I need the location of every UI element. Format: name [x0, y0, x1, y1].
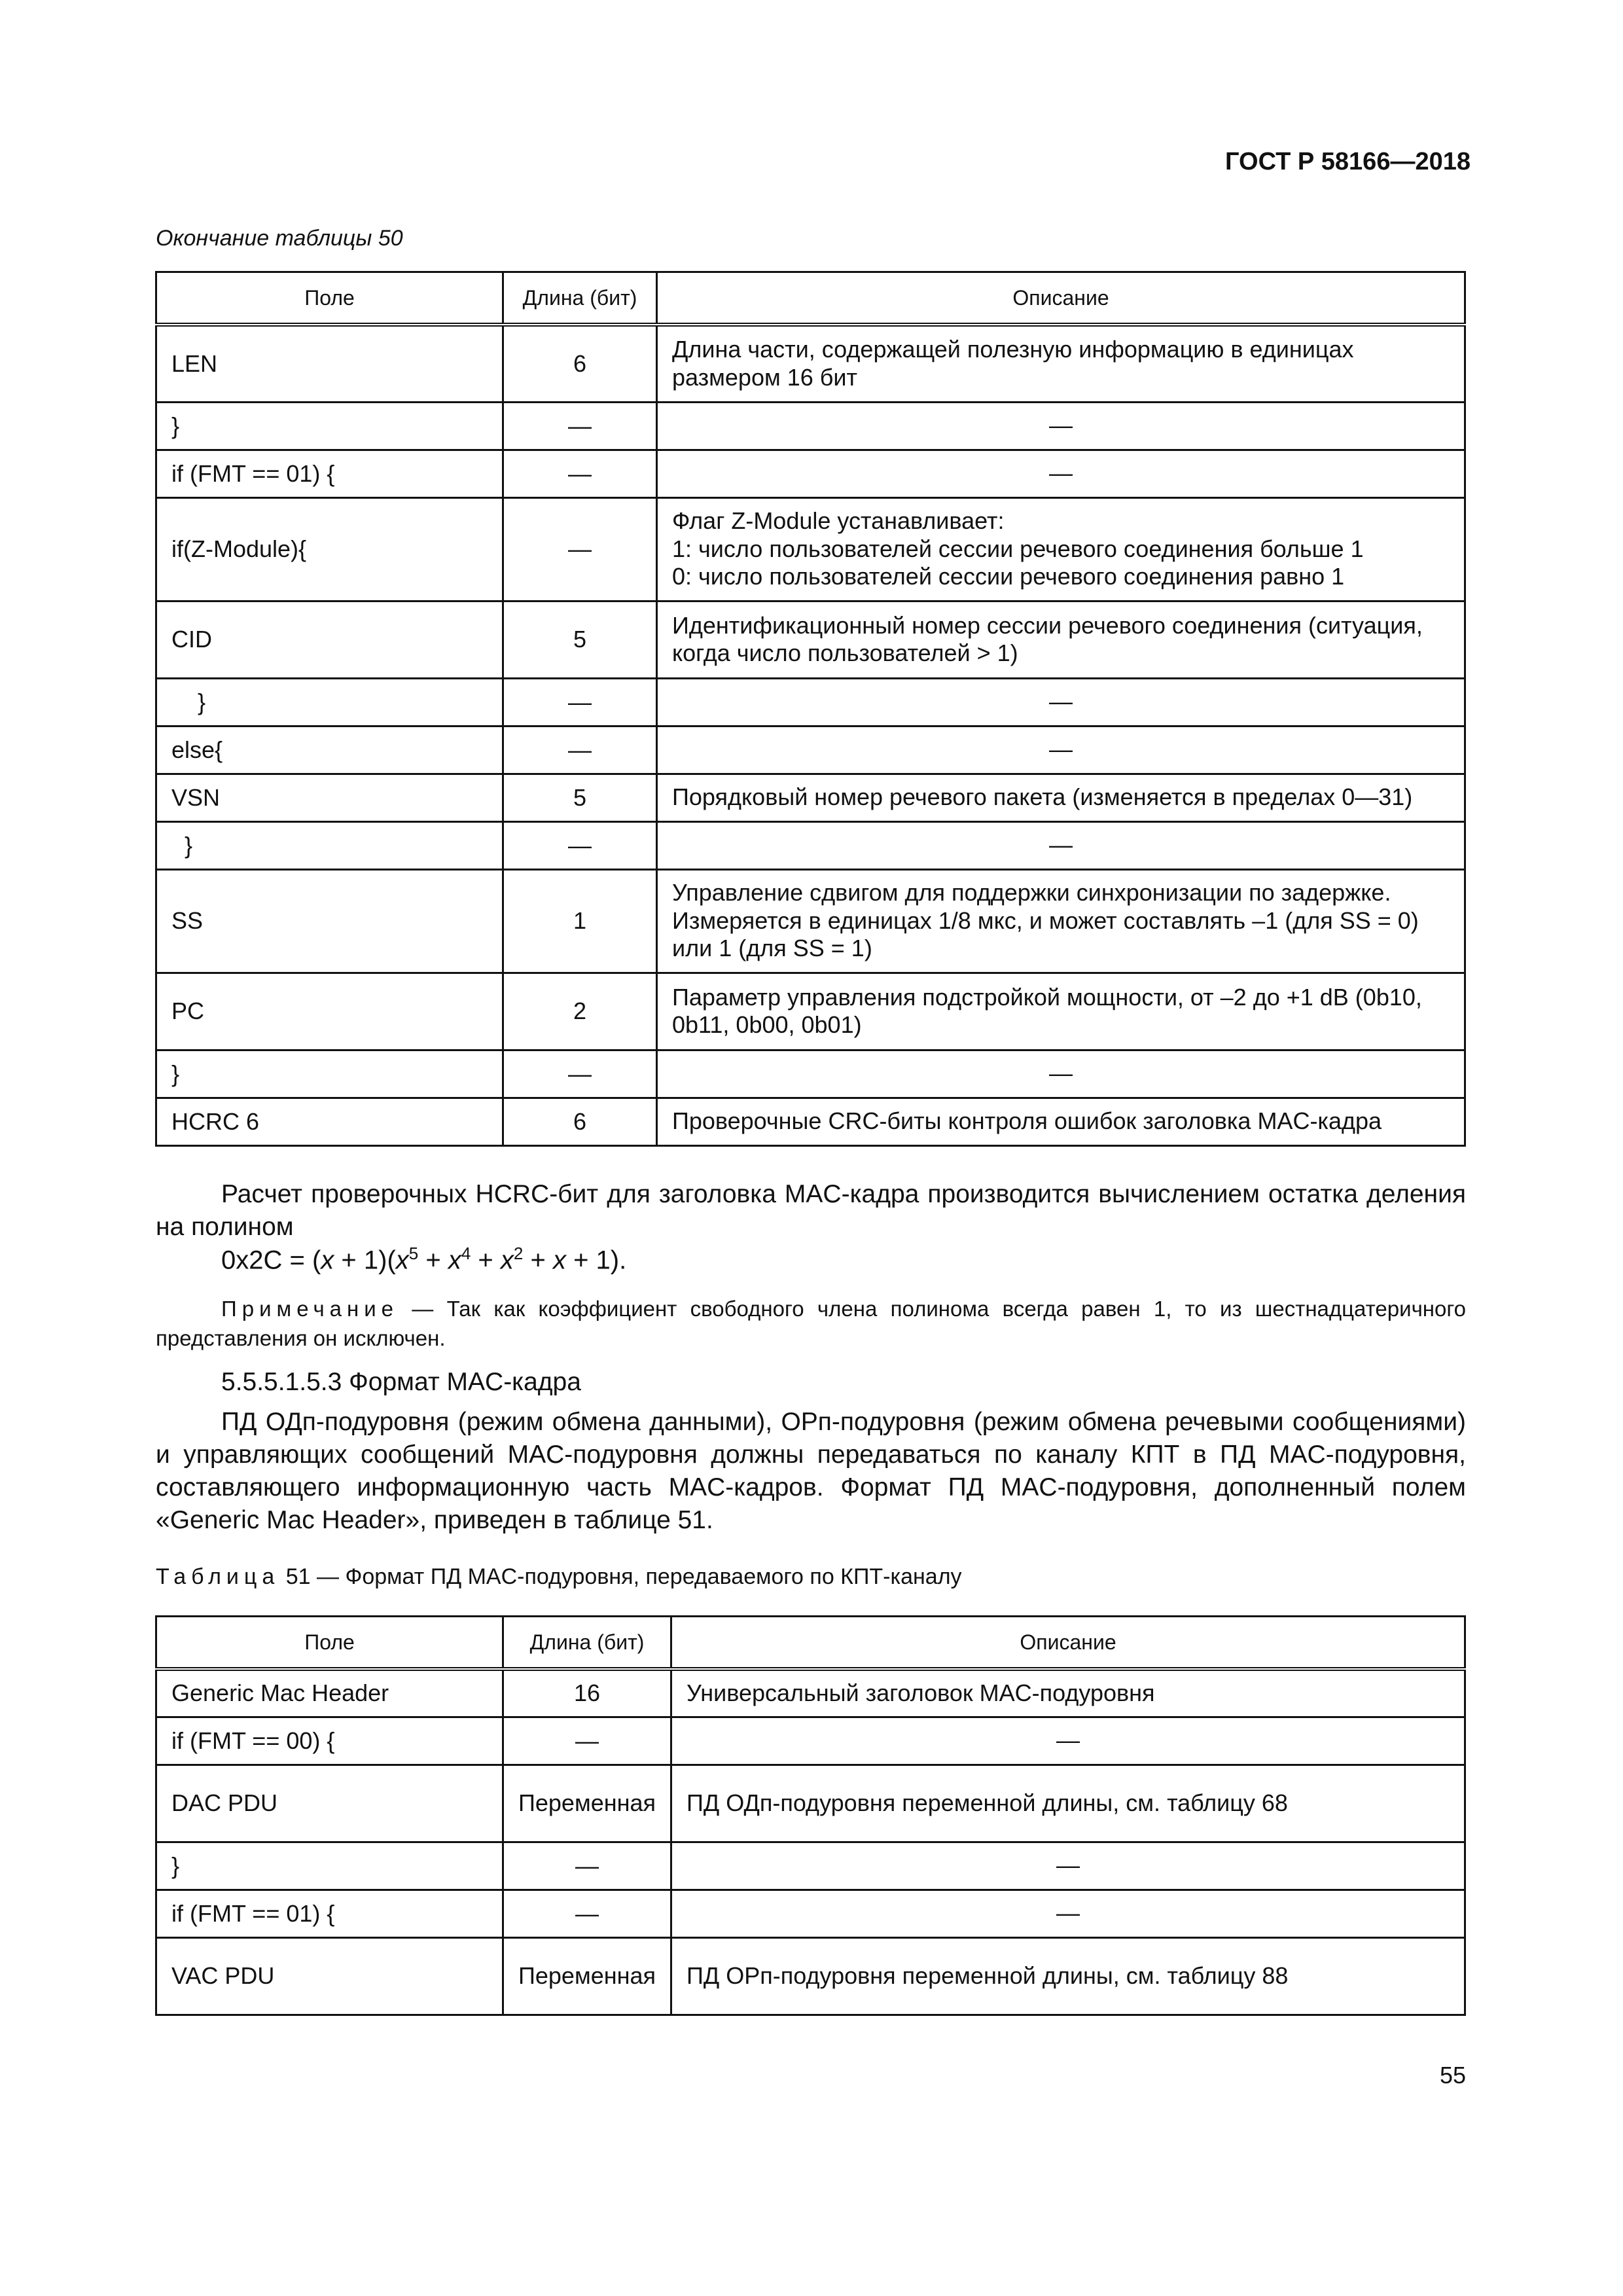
table-row	[156, 497, 1465, 601]
formula-var: x	[395, 1246, 409, 1275]
cell-field: if (FMT == 00) {	[156, 1717, 503, 1765]
table-51	[155, 1615, 1466, 2016]
cell-field: VAC PDU	[156, 1937, 503, 2015]
cell-description: ПД ОРп-подуровня переменной длины, см. таблицу 88	[671, 1937, 1465, 2015]
formula-var: x	[448, 1246, 461, 1275]
cell-field: if (FMT == 01) {	[156, 450, 503, 497]
table-row	[156, 1937, 1465, 2015]
cell-length: —	[503, 450, 657, 497]
table-row	[156, 601, 1465, 678]
formula-var: x	[321, 1246, 334, 1275]
table-row	[156, 450, 1465, 497]
col-header-field: Поле	[156, 272, 503, 325]
cell-description: —	[657, 402, 1465, 450]
note-text: — Так как коэффициент свободного члена полинома всегда равен 1, то из шестнадцатеричного представления он исключен.	[156, 1297, 1466, 1350]
cell-field: LEN	[156, 325, 503, 402]
cell-field: CID	[156, 601, 503, 678]
formula-exponent: 4	[461, 1244, 471, 1263]
col-header-field: Поле	[156, 1617, 503, 1670]
cell-length: Переменная	[503, 1765, 671, 1842]
cell-field: SS	[156, 869, 503, 973]
cell-field: }	[156, 402, 503, 450]
cell-length: 6	[503, 325, 657, 402]
table51-caption	[156, 1564, 962, 1590]
formula-var: x	[500, 1246, 514, 1275]
cell-field: VSN	[156, 774, 503, 821]
note-label: Примечание	[221, 1297, 399, 1321]
cell-description: —	[671, 1842, 1465, 1890]
table-row	[156, 1669, 1465, 1717]
cell-length: 16	[503, 1669, 671, 1717]
cell-description: Проверочные CRC-биты контроля ошибок заголовка MAC-кадра	[657, 1098, 1465, 1145]
cell-length: —	[503, 678, 657, 726]
formula-exponent: 5	[408, 1244, 419, 1263]
formula-exponent: 2	[513, 1244, 524, 1263]
table-row	[156, 726, 1465, 774]
formula-tail: + 1).	[565, 1246, 627, 1275]
col-header-length: Длина (бит)	[503, 272, 657, 325]
table-50	[155, 271, 1466, 1147]
cell-length: 5	[503, 601, 657, 678]
cell-description: ПД ОДп-подуровня переменной длины, см. таблицу 68	[671, 1765, 1465, 1842]
cell-length: —	[503, 1842, 671, 1890]
cell-description: —	[671, 1717, 1465, 1765]
table-row	[156, 774, 1465, 821]
cell-description: Параметр управления подстройкой мощности, от –2 до +1 dB (0b10, 0b11, 0b00, 0b01)	[657, 973, 1465, 1050]
cell-description: Порядковый номер речевого пакета (изменяется в пределах 0—31)	[657, 774, 1465, 821]
table-row	[156, 821, 1465, 869]
section-heading: 5.5.5.1.5.3 Формат MAC-кадра	[221, 1368, 581, 1396]
table-header-row	[156, 1617, 1465, 1670]
cell-description: Универсальный заголовок MAC-подуровня	[671, 1669, 1465, 1717]
cell-length: Переменная	[503, 1937, 671, 2015]
cell-length: —	[503, 726, 657, 774]
table-row	[156, 869, 1465, 973]
table51-body	[156, 1669, 1465, 2015]
formula-lhs: 0x2C = (	[221, 1246, 321, 1275]
cell-description: —	[657, 1050, 1465, 1098]
cell-field: }	[156, 821, 503, 869]
cell-description: Флаг Z-Module устанавливает: 1: число пользователей сессии речевого соединения больше 1 0: число пользователей сессии речевого соединения равно 1	[657, 497, 1465, 601]
formula-var: x	[552, 1246, 566, 1275]
table-row	[156, 1842, 1465, 1890]
table-row	[156, 325, 1465, 402]
cell-length: 1	[503, 869, 657, 973]
cell-description: Идентификационный номер сессии речевого соединения (ситуация, когда число пользователей > 1)	[657, 601, 1465, 678]
cell-length: —	[503, 402, 657, 450]
cell-field: HCRC 6	[156, 1098, 503, 1145]
cell-description: —	[657, 678, 1465, 726]
cell-description: —	[671, 1890, 1465, 1937]
cell-length: 5	[503, 774, 657, 821]
table51-caption-text: 51 — Формат ПД MAC-подуровня, передаваемого по КПТ-каналу	[279, 1564, 962, 1589]
table-row	[156, 1890, 1465, 1937]
table-row	[156, 1050, 1465, 1098]
paragraph-mac-format: ПД ОДп-подуровня (режим обмена данными), ОРп-подуровня (режим обмена речевыми сообщениями) и управляющих сообщений MAC-подуровня должны передаваться по каналу КПТ в ПД MAC-подуровня, составляющего информационную часть MAC-кадров. Формат ПД MAC-подуровня, дополненный полем «Generic Mac Header», приведен в таблице 51.	[156, 1408, 1466, 1534]
table-header-row	[156, 272, 1465, 325]
table51-caption-label: Таблица	[156, 1564, 280, 1589]
cell-field: }	[156, 678, 503, 726]
document-code: ГОСТ Р 58166—2018	[1225, 148, 1471, 175]
cell-field: else{	[156, 726, 503, 774]
cell-field: PC	[156, 973, 503, 1050]
formula-plus: +	[471, 1246, 501, 1275]
cell-description: —	[657, 726, 1465, 774]
page-number: 55	[1439, 2062, 1466, 2089]
cell-description: —	[657, 450, 1465, 497]
cell-field: }	[156, 1050, 503, 1098]
note	[156, 1295, 1466, 1353]
cell-field: if(Z-Module){	[156, 497, 503, 601]
col-header-length: Длина (бит)	[503, 1617, 671, 1670]
cell-field: }	[156, 1842, 503, 1890]
table-row	[156, 973, 1465, 1050]
col-header-description: Описание	[671, 1617, 1465, 1670]
cell-length: —	[503, 821, 657, 869]
table-row	[156, 402, 1465, 450]
col-header-description: Описание	[657, 272, 1465, 325]
formula-plus: +	[418, 1246, 448, 1275]
cell-field: if (FMT == 01) {	[156, 1890, 503, 1937]
cell-length: —	[503, 1050, 657, 1098]
table50-caption: Окончание таблицы 50	[156, 226, 403, 251]
cell-description: Длина части, содержащей полезную информацию в единицах размером 16 бит	[657, 325, 1465, 402]
cell-field: DAC PDU	[156, 1765, 503, 1842]
table-row	[156, 1098, 1465, 1145]
formula-plus: +	[523, 1246, 553, 1275]
cell-description: Управление сдвигом для поддержки синхронизации по задержке. Измеряется в единицах 1/8 мкс, и может составлять –1 (для SS = 0) или 1 (для SS = 1)	[657, 869, 1465, 973]
cell-description: —	[657, 821, 1465, 869]
cell-length: —	[503, 1890, 671, 1937]
cell-field: Generic Mac Header	[156, 1669, 503, 1717]
cell-length: —	[503, 1717, 671, 1765]
paragraph-hcrc: Расчет проверочных HCRC-бит для заголовка MAC-кадра производится вычислением остатка деления на полином	[156, 1180, 1466, 1241]
cell-length: 2	[503, 973, 657, 1050]
cell-length: 6	[503, 1098, 657, 1145]
formula-part: + 1)(	[334, 1246, 396, 1275]
table-row	[156, 1765, 1465, 1842]
polynomial-formula	[221, 1244, 626, 1275]
table-row	[156, 678, 1465, 726]
cell-length: —	[503, 497, 657, 601]
table50-body	[156, 325, 1465, 1145]
table-row	[156, 1717, 1465, 1765]
